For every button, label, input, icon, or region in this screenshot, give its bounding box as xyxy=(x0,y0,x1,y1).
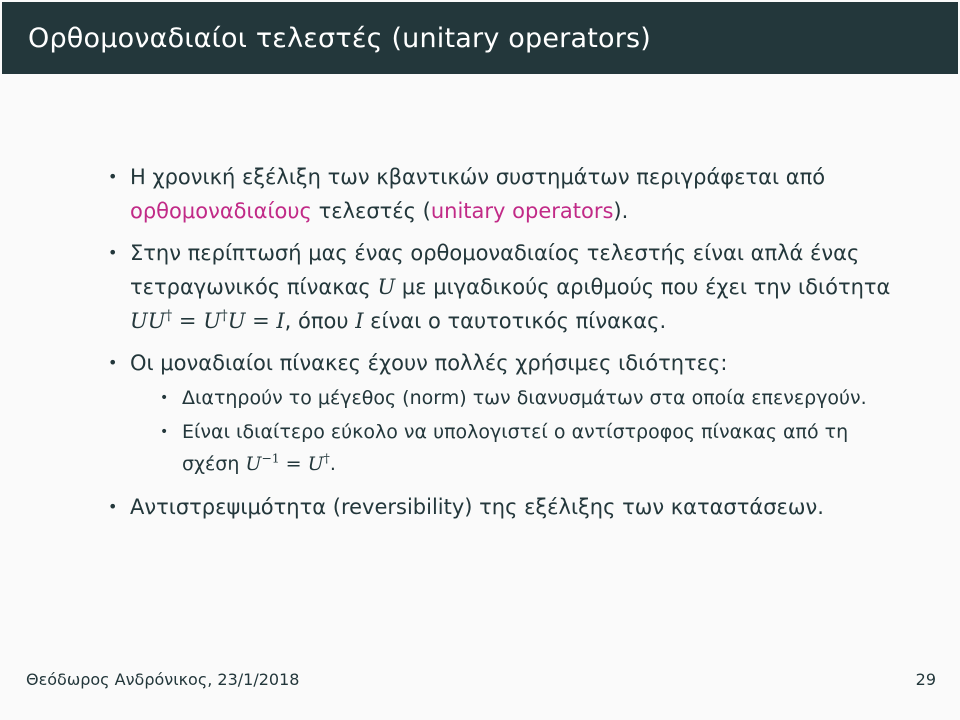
bullet-text: , όπου xyxy=(284,309,356,333)
bullet-item-definition xyxy=(104,236,904,338)
sub-bullet-icon: • xyxy=(160,424,169,440)
footer-page-number: 29 xyxy=(915,670,936,689)
sub-bullet-icon: • xyxy=(160,390,169,406)
math-symbol: U xyxy=(227,309,246,333)
inverse-exponent: −1 xyxy=(261,451,280,466)
bullet-text: είναι ο ταυτοτικός πίνακας. xyxy=(363,309,667,333)
bullet-icon: • xyxy=(108,243,118,262)
math-symbol: U xyxy=(307,453,324,475)
bullet-item-properties xyxy=(104,346,904,480)
equals-symbol: = xyxy=(172,309,204,333)
bullet-list xyxy=(104,160,904,524)
sub-bullet-text: Διατηρούν το μέγεθος (norm) των διανυσμάτων στα οποία επενεργούν. xyxy=(182,387,867,409)
math-symbol: I xyxy=(355,309,364,333)
sub-bullet-list xyxy=(130,382,904,480)
math-symbol: U xyxy=(377,275,396,299)
equals-symbol: = xyxy=(245,309,277,333)
bullet-text: με μιγαδικούς αριθμούς που έχει την ιδιότητα xyxy=(395,275,891,299)
math-symbol: U xyxy=(203,309,221,333)
dagger-symbol: † xyxy=(220,308,228,324)
bullet-text: τελεστές ( xyxy=(311,199,431,223)
equals-symbol: = xyxy=(279,453,308,475)
bullet-icon: • xyxy=(108,167,118,186)
dagger-symbol: † xyxy=(165,308,173,324)
bullet-text: Αντιστρεψιμότητα (reversibility) της εξέλιξης των καταστάσεων. xyxy=(130,495,824,519)
bullet-item-time-evolution xyxy=(104,160,904,228)
bullet-text: Οι μοναδιαίοι πίνακες έχουν πολλές χρήσιμες ιδιότητες: xyxy=(130,351,728,375)
bullet-text: Στην περίπτωσή μας ένας ορθομοναδιαίος τελεστής είναι απλά ένας τετραγωνικός πίνακας xyxy=(130,241,860,299)
slide-title: Ορθομοναδιαίοι τελεστές (unitary operators) xyxy=(2,2,958,74)
math-symbol: U xyxy=(245,453,262,475)
sub-bullet-item-norm xyxy=(130,382,904,414)
bullet-text: ). xyxy=(613,199,629,223)
bullet-text: Η χρονική εξέλιξη των κβαντικών συστημάτων περιγράφεται από xyxy=(130,165,826,189)
highlight-term: unitary operators xyxy=(430,199,614,223)
sub-bullet-text: . xyxy=(329,453,336,475)
bullet-item-reversibility xyxy=(104,490,904,524)
footer-author-date: Θεόδωρος Ανδρόνικος, 23/1/2018 xyxy=(26,670,300,689)
math-symbol: I xyxy=(276,309,285,333)
slide-content xyxy=(104,160,904,532)
dagger-symbol: † xyxy=(323,451,330,466)
math-symbol: UU xyxy=(130,309,166,333)
bullet-icon: • xyxy=(108,353,118,372)
bullet-icon: • xyxy=(108,497,118,516)
sub-bullet-text: Είναι ιδιαίτερο εύκολο να υπολογιστεί ο αντίστροφος πίνακας από τη σχέση xyxy=(182,421,849,475)
highlight-term: ορθομοναδιαίους xyxy=(130,199,312,223)
sub-bullet-item-inverse xyxy=(130,416,904,480)
